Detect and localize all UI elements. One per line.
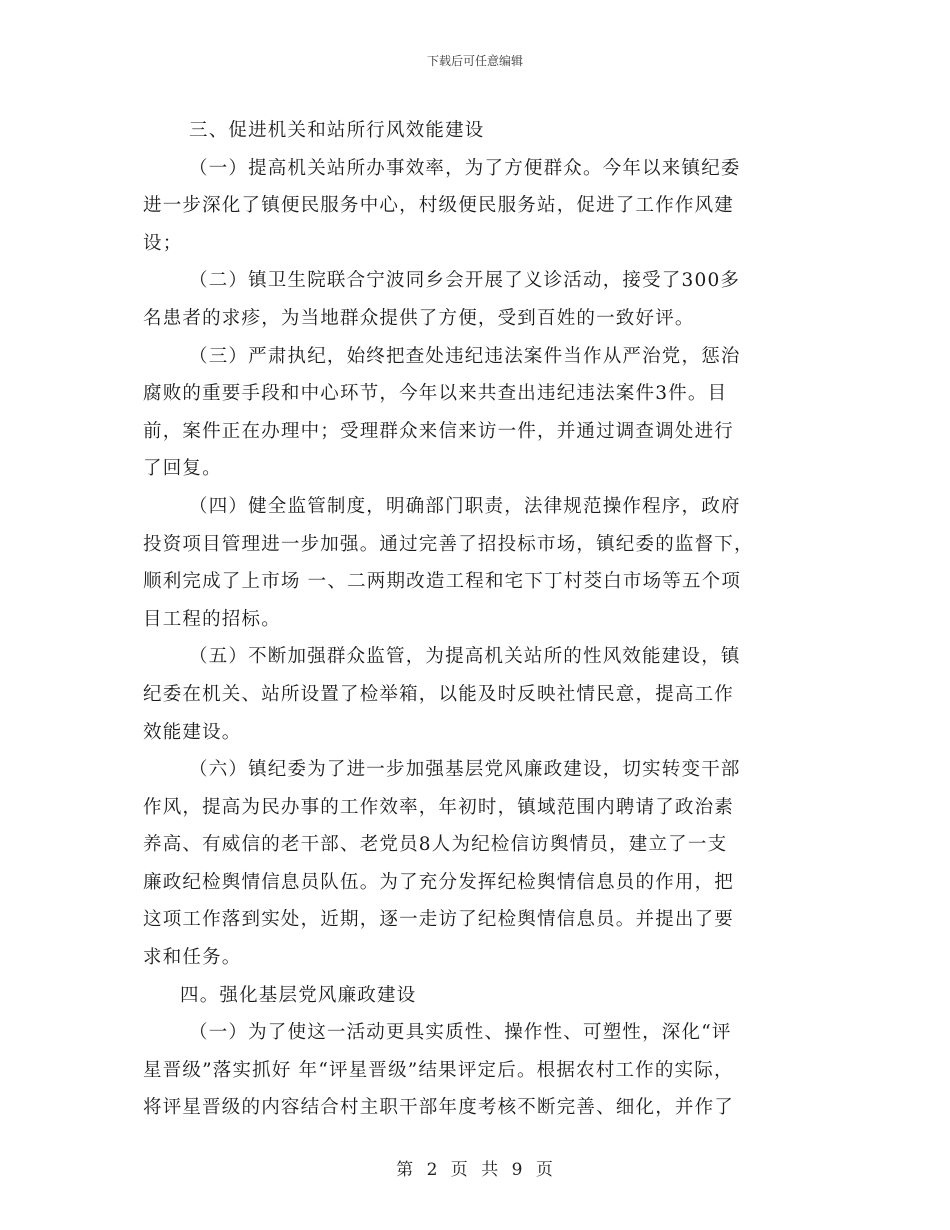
body-line: （一）提高机关站所办事效率，为了方便群众。今年以来镇纪委 (189, 157, 741, 179)
body-line: 求和任务。 (143, 947, 242, 969)
body-line: 设； (143, 232, 183, 254)
footer-total-pages: 9 (511, 1160, 524, 1180)
body-line: 纪委在机关、站所设置了检举箱，以能及时反映社情民意，提高工作 (143, 683, 735, 705)
footer-label-ye-2: 页 (535, 1160, 554, 1180)
body-line: 腐败的重要手段和中心环节，今年以来共查出违纪违法案件3件。目 (143, 383, 728, 405)
body-line: 这项工作落到实处，近期，逐一走访了纪检舆情信息员。并提出了要 (143, 909, 735, 931)
page-footer (0, 1155, 950, 1180)
body-line: 将评星晋级的内容结合村主职干部年度考核不断完善、细化，并作了 (143, 1097, 735, 1119)
footer-page-number: 2 (426, 1160, 439, 1180)
body-line: 进一步深化了镇便民服务中心，村级便民服务站，促进了工作作风建 (143, 195, 735, 217)
body-line: 前，案件正在办理中；受理群众来信来访一件，并通过调查调处进行 (143, 420, 735, 442)
body-line: 星晋级”落实抓好 年“评星晋级”结果评定后。根据农村工作的实际， (143, 1059, 734, 1081)
body-line: （一）为了使这一活动更具实质性、操作性、可塑性，深化“评 (189, 1022, 732, 1044)
body-line: （六）镇纪委为了进一步加强基层党风廉政建设，切实转变干部 (189, 759, 741, 781)
body-line: （二）镇卫生院联合宁波同乡会开展了义诊活动，接受了300多 (189, 270, 741, 292)
body-line: 名患者的求疹，为当地群众提供了方便，受到百姓的一致好评。 (143, 307, 695, 329)
body-line: 投资项目管理进一步加强。通过完善了招投标市场，镇纪委的监督下， (143, 533, 754, 555)
body-line: （五）不断加强群众监管，为提高机关站所的性风效能建设，镇 (189, 646, 741, 668)
footer-label-di: 第 (396, 1160, 415, 1180)
footer-label-gong: 共 (481, 1160, 500, 1180)
body-line: 廉政纪检舆情信息员队伍。为了充分发挥纪检舆情信息员的作用，把 (143, 871, 735, 893)
body-line: 作风，提高为民办事的工作效率，年初时，镇域范围内聘请了政治素 (143, 796, 735, 818)
page-header-note: 下载后可任意编辑 (426, 54, 523, 68)
document-body (143, 112, 805, 1127)
body-line: 效能建设。 (143, 721, 242, 743)
body-line: 养高、有威信的老干部、老党员8人为纪检信访舆情员，建立了一支 (143, 834, 728, 856)
body-line: 顺利完成了上市场 一、二两期改造工程和宅下丁村茭白市场等五个项 (143, 571, 742, 593)
footer-label-ye: 页 (450, 1160, 469, 1180)
body-line: 目工程的招标。 (143, 608, 281, 630)
body-line: 了回复。 (143, 458, 222, 480)
body-line: （三）严肃执纪，始终把查处违纪违法案件当作从严治党，惩治 (189, 345, 741, 367)
section-heading-4: 四。强化基层党风廉政建设 (180, 984, 417, 1006)
body-line: （四）健全监管制度，明确部门职责，法律规范操作程序，政府 (189, 495, 741, 517)
section-heading-3: 三、促进机关和站所行风效能建设 (189, 120, 485, 141)
